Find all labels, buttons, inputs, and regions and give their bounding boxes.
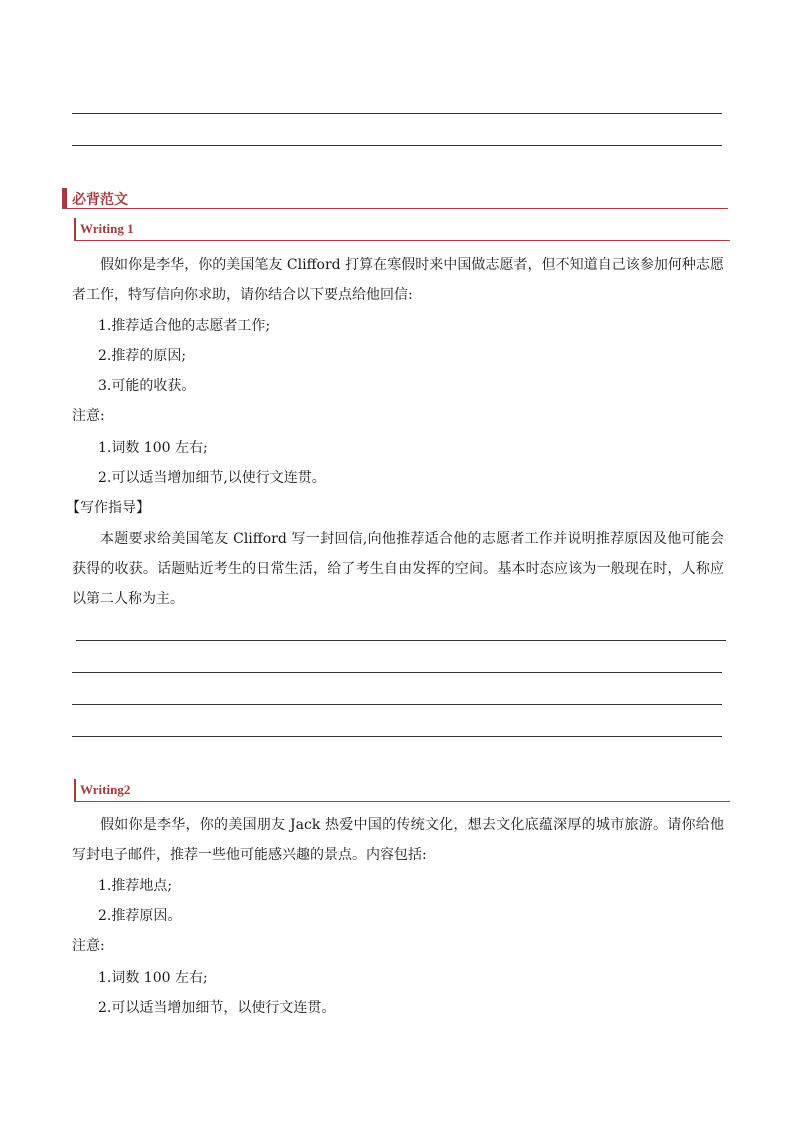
- writing2-heading-text: Writing2: [80, 782, 131, 797]
- writing1-note: 1.词数 100 左右;: [98, 440, 208, 456]
- answer-line: [72, 672, 722, 673]
- writing1-prompt: 假如你是李华，你的美国笔友 Clifford 打算在寒假时来中国做志愿者，但不知道自己该参加何种志愿者工作，特写信向你求助，请你结合以下要点给他回信:: [72, 257, 724, 303]
- section-title-bar: [62, 188, 67, 208]
- answer-line: [72, 704, 722, 705]
- section-title: [62, 186, 728, 209]
- writing2-point: 2.推荐原因。: [98, 908, 182, 924]
- answer-line: [72, 736, 722, 737]
- writing1-note: 2.可以适当增加细节,以使行文连贯。: [98, 470, 326, 486]
- writing2-note-label: 注意:: [72, 938, 105, 954]
- writing2-heading: [74, 779, 730, 802]
- writing1-heading: [74, 218, 730, 241]
- answer-line: [76, 640, 726, 641]
- writing2-prompt: 假如你是李华，你的美国朋友 Jack 热爱中国的传统文化，想去文化底蕴深厚的城市旅游。请你给他写封电子邮件，推荐一些他可能感兴趣的景点。内容包括:: [72, 817, 724, 863]
- writing1-heading-text: Writing 1: [80, 221, 134, 236]
- writing1-guide-text: 本题要求给美国笔友 Clifford 写一封回信,向他推荐适合他的志愿者工作并说明推荐原因及他可能会获得的收获。话题贴近考生的日常生活，给了考生自由发挥的空间。基本时态应该为一般现在时，人称应以第二人称为主。: [72, 531, 724, 607]
- writing1-note-label: 注意:: [72, 408, 105, 424]
- writing2-note: 1.词数 100 左右;: [98, 970, 208, 986]
- answer-line: [72, 145, 722, 146]
- writing2-note: 2.可以适当增加细节，以使行文连贯。: [98, 1000, 336, 1016]
- answer-line: [72, 113, 722, 114]
- writing1-guide-label: 【写作指导】: [66, 500, 150, 516]
- writing2-point: 1.推荐地点;: [98, 878, 173, 894]
- writing1-point: 2.推荐的原因;: [98, 348, 187, 364]
- writing1-point: 1.推荐适合他的志愿者工作;: [98, 318, 271, 334]
- section-title-text: 必背范文: [72, 192, 128, 208]
- writing1-point: 3.可能的收获。: [98, 378, 196, 394]
